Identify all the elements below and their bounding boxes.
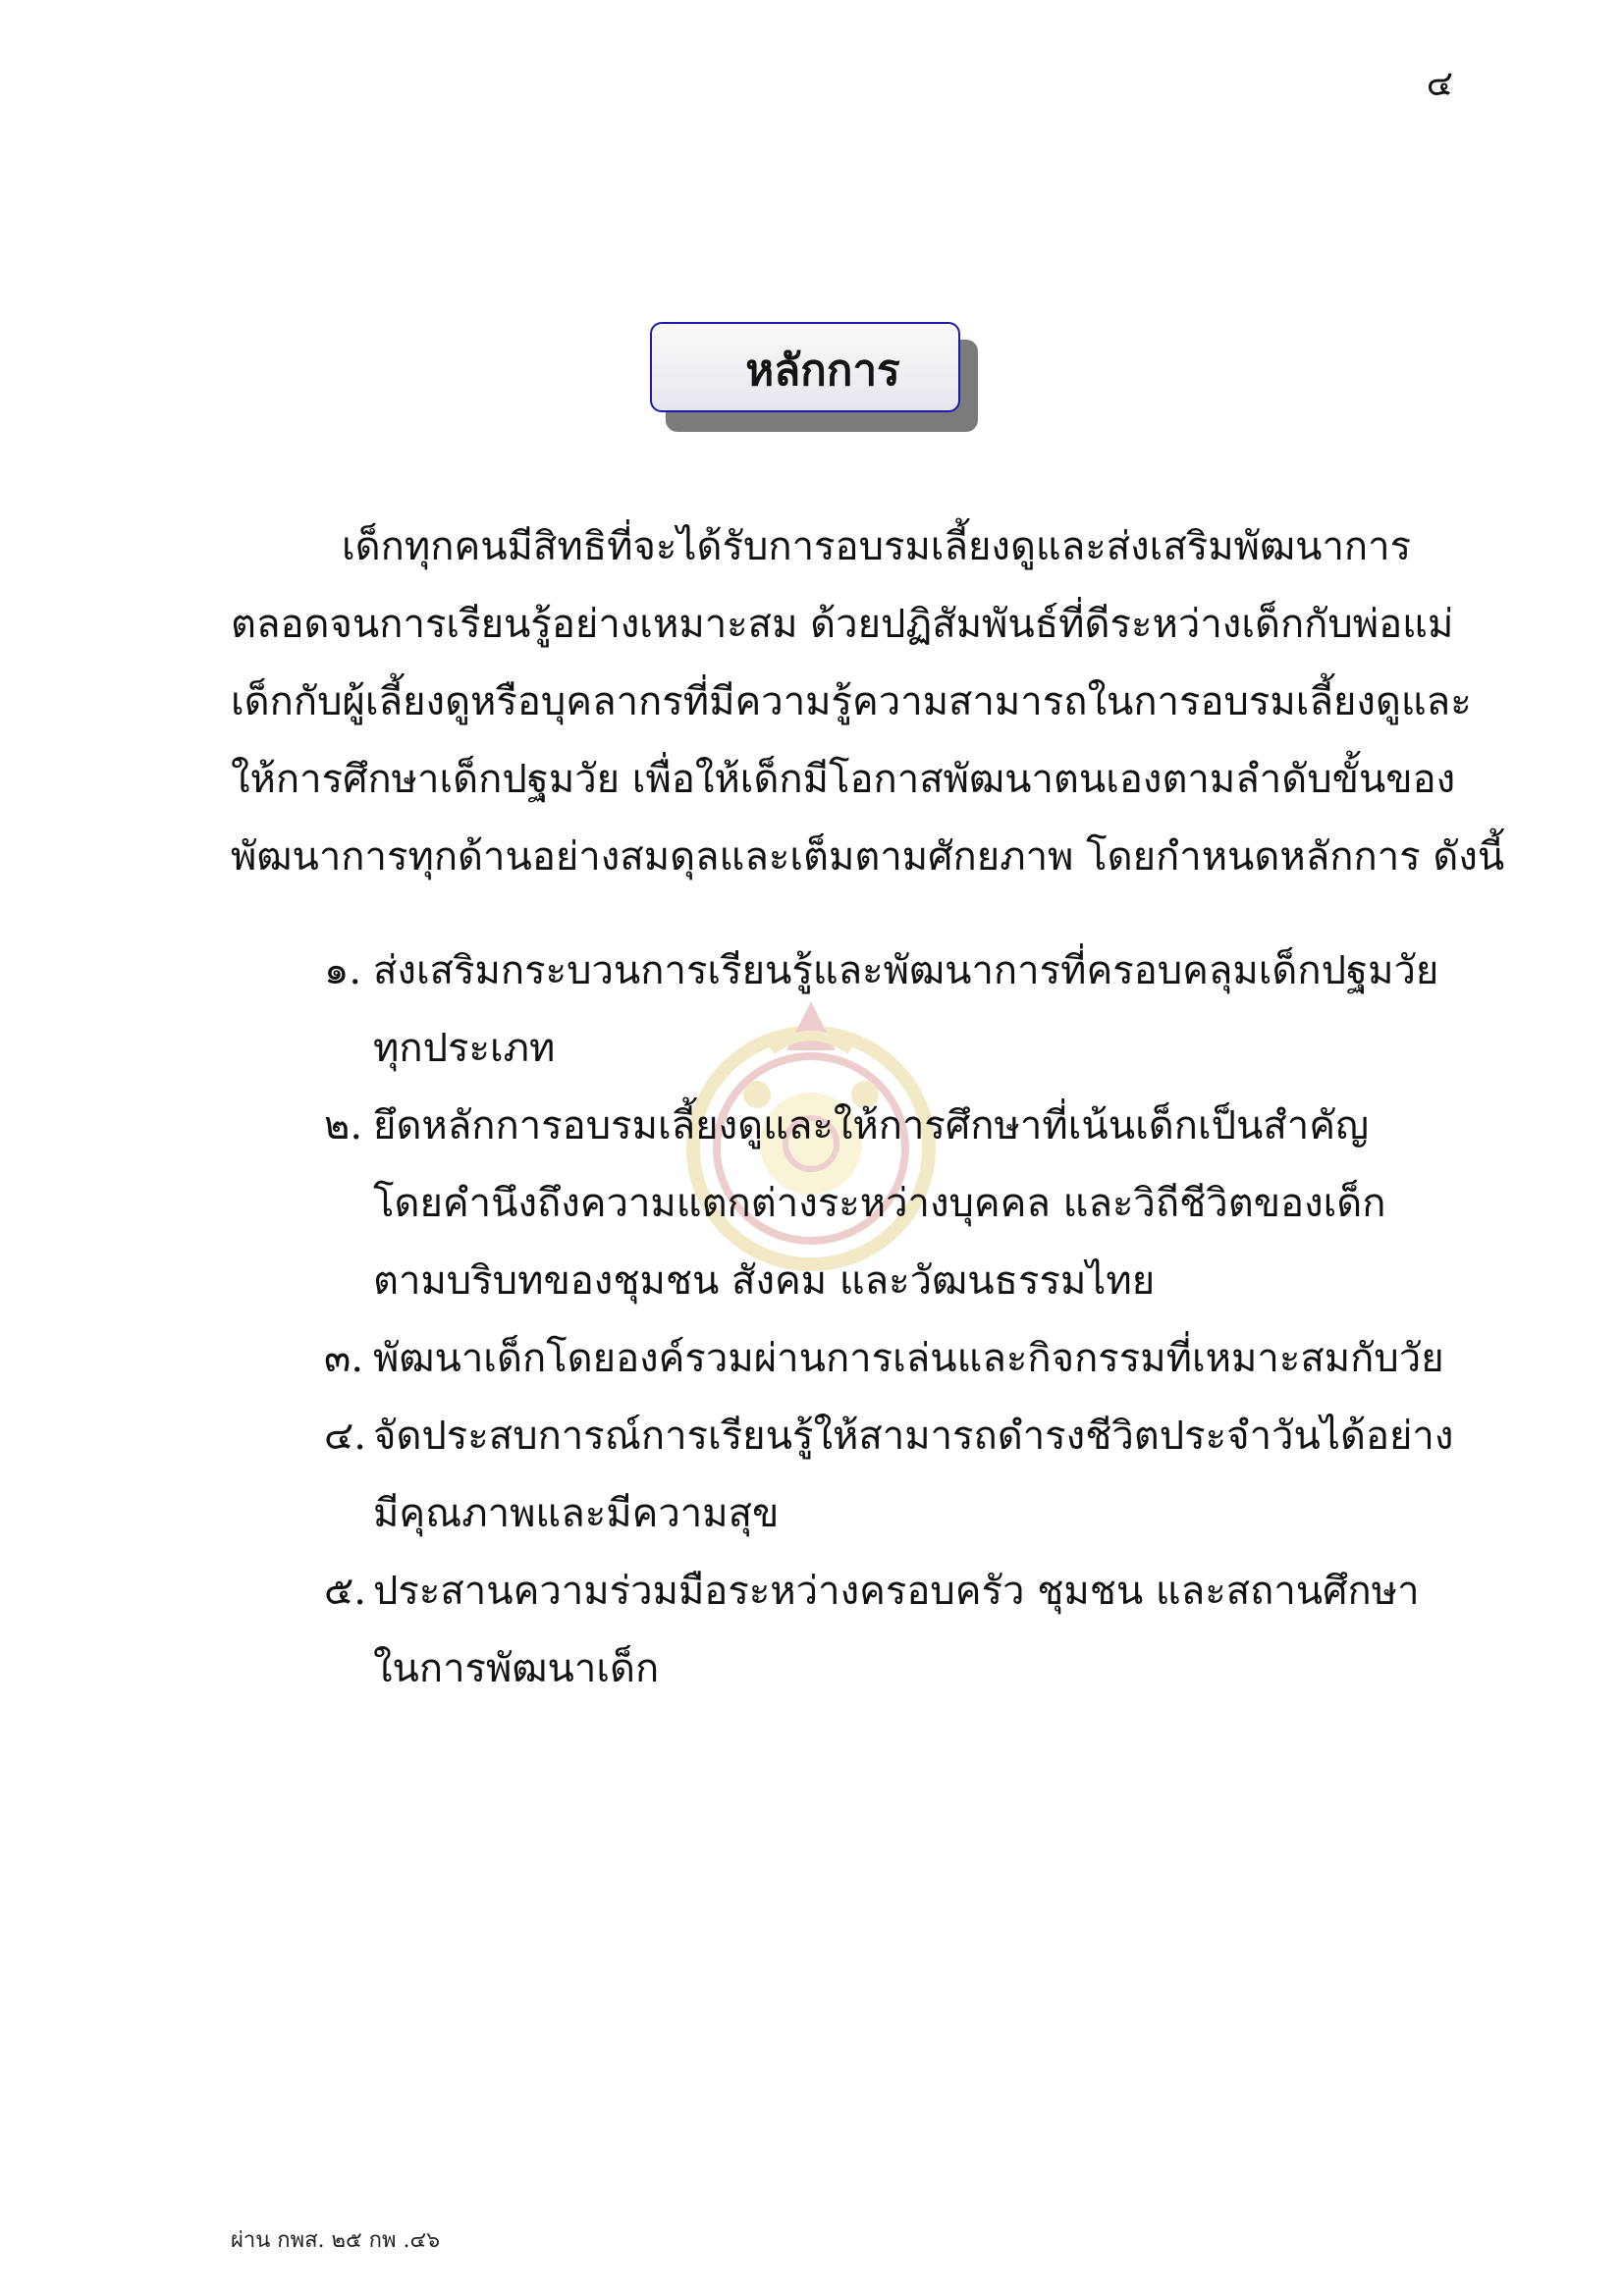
principle-item xyxy=(324,1320,1463,1398)
intro-paragraph-line: ให้การศึกษาเด็กปฐมวัย เพื่อให้เด็กมีโอกาสพัฒนาตนเองตามลำดับขั้นของ xyxy=(231,757,1456,802)
principle-text-line: จัดประสบการณ์การเรียนรู้ให้สามารถดำรงชีวิตประจำวันได้อย่าง xyxy=(373,1414,1454,1459)
intro-paragraph-line: พัฒนาการทุกด้านอย่างสมดุลและเต็มตามศักยภาพ โดยกำหนดหลักการ ดังนี้ xyxy=(231,834,1505,880)
principle-number: ๕. xyxy=(324,1569,366,1614)
intro-paragraph xyxy=(231,508,1505,896)
intro-paragraph-line: เด็กกับผู้เลี้ยงดูหรือบุคลากรที่มีความรู้ความสามารถในการอบรมเลี้ยงดูและ xyxy=(231,679,1472,724)
intro-paragraph-line: ตลอดจนการเรียนรู้อย่างเหมาะสม ด้วยปฏิสัมพันธ์ที่ดีระหว่างเด็กกับพ่อแม่ xyxy=(231,602,1454,647)
principle-text-line: พัฒนาเด็กโดยองค์รวมผ่านการเล่นและกิจกรรมที่เหมาะสมกับวัย xyxy=(373,1336,1444,1381)
approval-footnote: ผ่าน กพส. ๒๕ กพ .๔๖ xyxy=(231,2228,441,2253)
intro-paragraph-line: เด็กทุกคนมีสิทธิที่จะได้รับการอบรมเลี้ยงดูและส่งเสริมพัฒนาการ xyxy=(342,524,1412,569)
principle-text-line: ยึดหลักการอบรมเลี้ยงดูและให้การศึกษาที่เน้นเด็กเป็นสำคัญ xyxy=(373,1103,1370,1148)
principle-text-line: ตามบริบทของชุมชน สังคม และวัฒนธรรมไทย xyxy=(373,1258,1156,1304)
principle-number: ๑. xyxy=(324,948,362,993)
principle-number: ๔. xyxy=(324,1414,366,1459)
principle-text-line: ทุกประเภท xyxy=(373,1026,556,1071)
principle-text-line: ในการพัฒนาเด็ก xyxy=(373,1646,660,1691)
principle-text-line: มีคุณภาพและมีความสุข xyxy=(373,1491,780,1536)
principle-item xyxy=(324,1088,1463,1320)
principle-number: ๓. xyxy=(324,1336,364,1381)
principle-item xyxy=(324,1398,1463,1553)
title-banner xyxy=(650,322,970,424)
principle-item xyxy=(324,1553,1463,1708)
principle-text-line: ประสานความร่วมมือระหว่างครอบครัว ชุมชน และสถานศึกษา xyxy=(373,1569,1420,1614)
principles-list xyxy=(324,933,1463,1708)
page-number: ๔ xyxy=(1426,64,1453,104)
principle-text-line: ส่งเสริมกระบวนการเรียนรู้และพัฒนาการที่ครอบคลุมเด็กปฐมวัย xyxy=(373,948,1439,993)
principle-number: ๒. xyxy=(324,1103,363,1148)
principle-item xyxy=(324,933,1463,1088)
principle-text-line: โดยคำนึงถึงความแตกต่างระหว่างบุคคล และวิถีชีวิตของเด็ก xyxy=(373,1181,1386,1226)
title-box xyxy=(650,322,960,412)
page-title: หลักการ xyxy=(745,346,900,396)
